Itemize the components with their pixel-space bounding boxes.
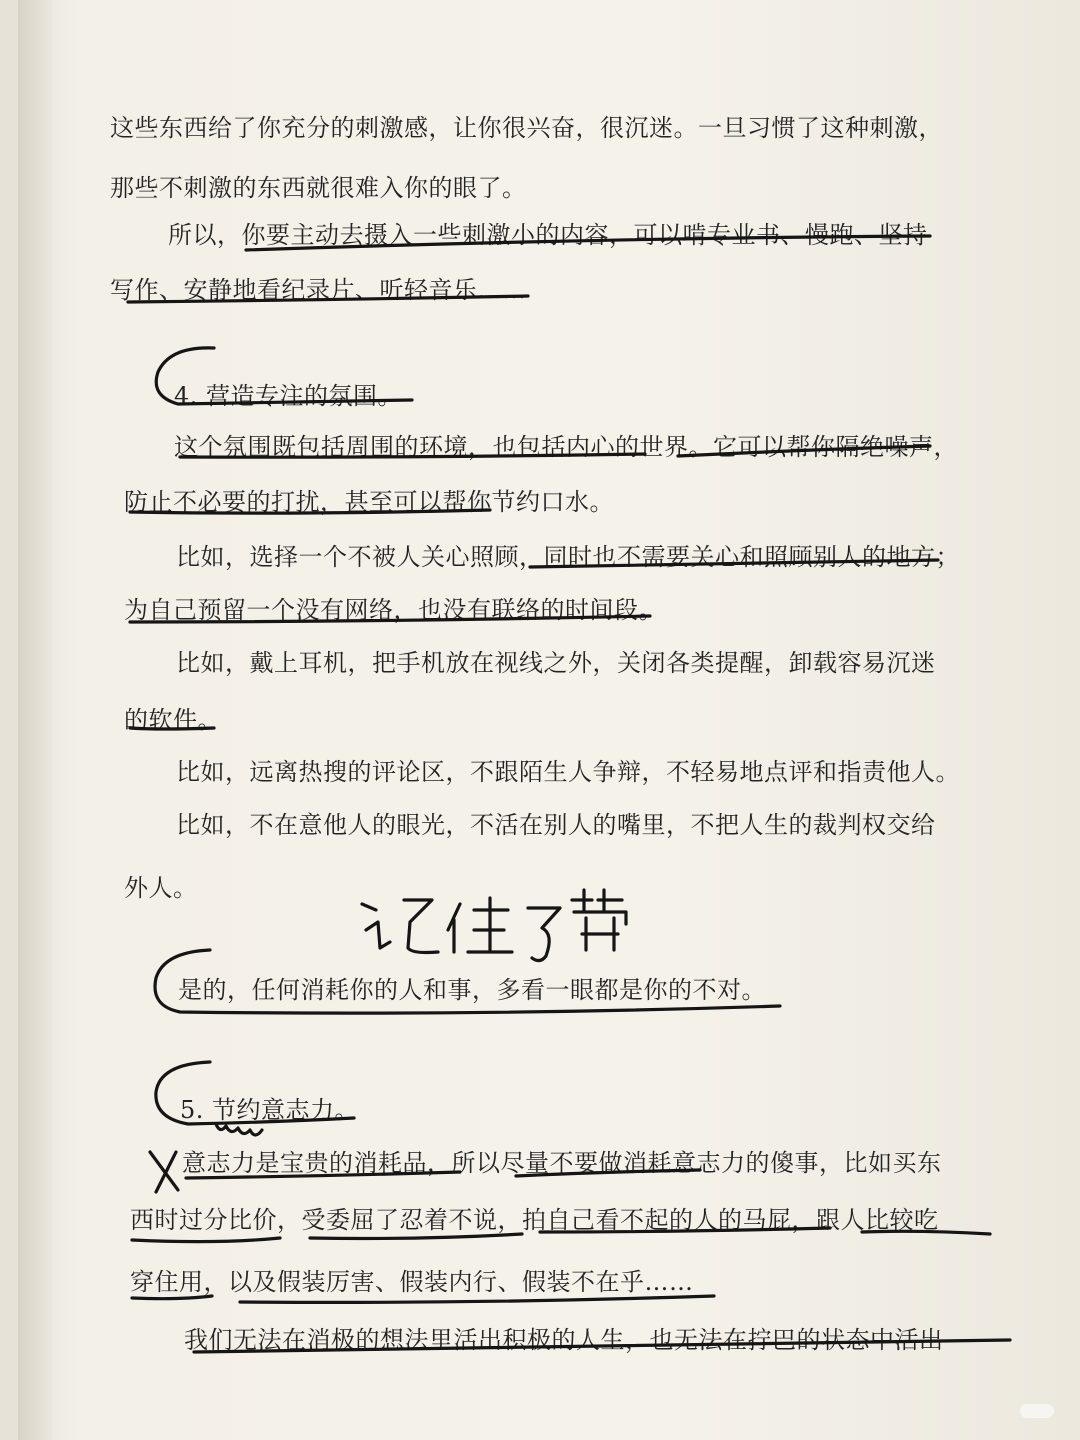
text-line: 比如，远离热搜的评论区，不跟陌生人争辩，不轻易地点评和指责他人。 [176,758,960,786]
corner-watermark [1020,1404,1054,1418]
text-line: 所以，你要主动去摄入一些刺激小的内容，可以啃专业书、慢跑、坚持 [168,221,928,249]
book-spine [18,0,52,1440]
text-line: 防止不必要的打扰，甚至可以帮你节约口水。 [124,488,614,516]
text-line: 西时过分比价，受委屈了忍着不说，拍自己看不起的人的马屁，跟人比较吃 [130,1206,939,1234]
text-line: 外人。 [124,874,198,902]
text-line: 比如，戴上耳机，把手机放在视线之外，关闭各类提醒，卸载容易沉迷 [176,649,936,677]
text-line: 穿住用，以及假装厉害、假装内行、假装不在乎…… [130,1268,694,1296]
text-line: 意志力是宝贵的消耗品，所以尽量不要做消耗意志力的傻事，比如买东 [182,1149,942,1177]
text-line: 那些不刺激的东西就很难入你的眼了。 [110,174,527,202]
section-heading: 5. 节约意志力。 [180,1096,360,1124]
text-line: 这些东西给了你充分的刺激感，让你很兴奋，很沉迷。一旦习惯了这种刺激， [110,114,943,142]
text-line: 我们无法在消极的想法里活出积极的人生，也无法在拧巴的状态中活出 [184,1326,944,1354]
text-line: 写作、安静地看纪录片、听轻音乐…… [110,276,527,304]
text-line: 比如，选择一个不被人关心照顾，同时也不需要关心和照顾别人的地方； [176,543,960,571]
text-line: 的软件。 [124,706,222,734]
text-line: 是的，任何消耗你的人和事，多看一眼都是你的不对。 [178,976,766,1004]
text-line: 为自己预留一个没有网络，也没有联络的时间段。 [124,596,663,624]
text-line: 这个氛围既包括周围的环境，也包括内心的世界。它可以帮你隔绝噪声， [174,433,958,461]
section-heading: 4. 营造专注的氛围。 [174,382,403,410]
text-line: 比如，不在意他人的眼光，不活在别人的嘴里，不把人生的裁判权交给 [176,811,936,839]
bleed-through-text [830,262,852,293]
